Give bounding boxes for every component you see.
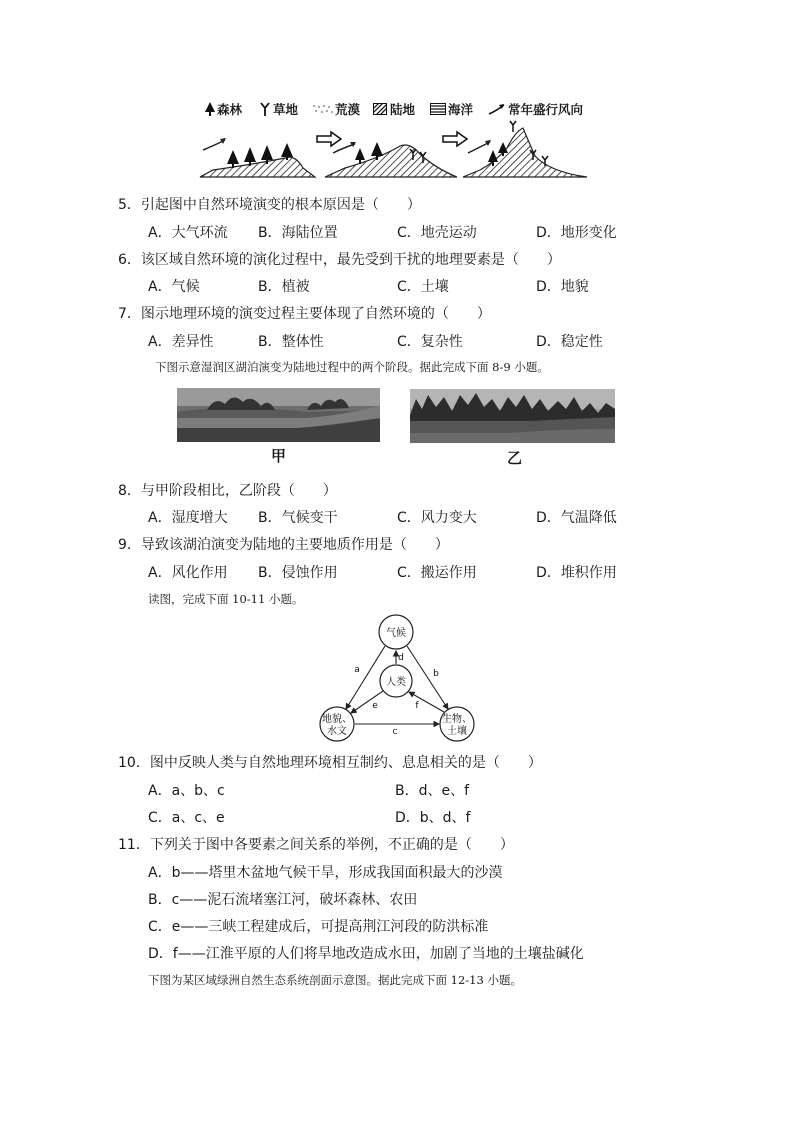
question-6: 6．该区域自然环境的演化过程中，最先受到干扰的地理要素是（ ） (118, 252, 561, 268)
q6-option-c[interactable]: C．土壤 (397, 279, 449, 295)
edge-a (346, 646, 385, 709)
photo-label-yi: 乙 (507, 449, 523, 467)
q7-option-a[interactable]: A．差异性 (148, 334, 214, 350)
label-landform-2: 水文 (327, 726, 347, 737)
q8-option-c[interactable]: C．风力变大 (397, 510, 477, 526)
label-landform-1: 地貌、 (322, 714, 352, 725)
label-bio-2: 土壤 (447, 726, 467, 737)
q10-option-a[interactable]: A．a、b、c (148, 783, 225, 799)
tree-icon (205, 102, 215, 116)
intro-q8-9: 下图示意湿润区湖泊演变为陆地过程中的两个阶段。据此完成下面 8-9 小题。 (155, 360, 549, 374)
edge-label-f: f (415, 701, 419, 711)
grass-icon (259, 102, 271, 116)
stage-2-panel (325, 142, 457, 177)
legend-forest: 森林 (217, 102, 243, 117)
wind-arrow-icon (488, 103, 506, 115)
photo-stage-jia (177, 388, 380, 442)
q5-option-a[interactable]: A．大气环流 (148, 225, 228, 241)
label-bio-1: 生物、 (442, 714, 472, 725)
q6-option-d[interactable]: D．地貌 (536, 279, 589, 295)
stage-arrow-2 (443, 132, 467, 146)
q10-option-c[interactable]: C．a、c、e (148, 810, 225, 826)
edge-label-b: b (433, 669, 439, 679)
environment-evolution-figure (195, 120, 595, 180)
edge-label-d: d (398, 653, 404, 663)
q10-option-d[interactable]: D．b、d、f (395, 810, 471, 826)
relationship-diagram (315, 612, 480, 742)
question-9: 9．导致该湖泊演变为陆地的主要地质作用是（ ） (118, 537, 449, 553)
q6-option-a[interactable]: A．气候 (148, 279, 200, 295)
q5-option-c[interactable]: C．地壳运动 (397, 225, 477, 241)
q11-option-b[interactable]: B．c——泥石流堵塞江河，破坏森林、农田 (148, 892, 418, 908)
stage-3-panel (463, 121, 587, 177)
intro-q10-11: 读图，完成下面 10-11 小题。 (148, 592, 304, 606)
q7-option-b[interactable]: B．整体性 (258, 334, 324, 350)
q7-option-c[interactable]: C．复杂性 (397, 334, 463, 350)
q11-option-a[interactable]: A．b——塔里木盆地气候干旱，形成我国面积最大的沙漠 (148, 865, 503, 881)
edge-label-e: e (372, 701, 378, 711)
photo-label-jia: 甲 (271, 447, 287, 465)
edge-e (351, 691, 383, 713)
q7-option-d[interactable]: D．稳定性 (536, 334, 603, 350)
question-11: 11．下列关于图中各要素之间关系的举例，不正确的是（ ） (118, 837, 514, 853)
q6-option-b[interactable]: B．植被 (258, 279, 310, 295)
legend-desert: 荒漠 (335, 102, 361, 117)
q11-option-d[interactable]: D．f——江淮平原的人们将旱地改造成水田，加剧了当地的土壤盐碱化 (148, 946, 584, 962)
desert-icon (312, 104, 334, 114)
q9-option-c[interactable]: C．搬运作用 (397, 565, 477, 581)
label-climate: 气候 (386, 628, 406, 639)
legend-ocean: 海洋 (448, 102, 474, 117)
q9-option-a[interactable]: A．风化作用 (148, 565, 228, 581)
question-7: 7．图示地理环境的演变过程主要体现了自然环境的（ ） (118, 306, 491, 322)
photo-stage-yi (410, 389, 615, 443)
q5-option-d[interactable]: D．地形变化 (536, 225, 617, 241)
edge-label-c: c (392, 727, 398, 737)
legend-wind: 常年盛行风向 (508, 102, 584, 117)
q9-option-d[interactable]: D．堆积作用 (536, 565, 617, 581)
q10-option-b[interactable]: B．d、e、f (395, 783, 470, 799)
q8-option-b[interactable]: B．气候变干 (258, 510, 338, 526)
intro-q12-13: 下图为某区域绿洲自然生态系统剖面示意图。据此完成下面 12-13 小题。 (148, 973, 522, 987)
question-8: 8．与甲阶段相比，乙阶段（ ） (118, 483, 337, 499)
edge-label-a: a (354, 665, 360, 675)
q9-option-b[interactable]: B．侵蚀作用 (258, 565, 338, 581)
ocean-icon (430, 103, 446, 115)
q8-option-d[interactable]: D．气温降低 (536, 510, 617, 526)
q8-option-a[interactable]: A．湿度增大 (148, 510, 228, 526)
stage-1-panel (200, 138, 315, 177)
stage-arrow-1 (317, 132, 341, 146)
figure-legend (205, 100, 605, 118)
q5-option-b[interactable]: B．海陆位置 (258, 225, 338, 241)
legend-grassland: 草地 (273, 102, 299, 117)
question-5: 5．引起图中自然环境演变的根本原因是（ ） (118, 197, 421, 213)
label-human: 人类 (386, 677, 406, 688)
legend-land: 陆地 (390, 102, 416, 117)
land-hatch-icon (373, 103, 387, 115)
question-10: 10．图中反映人类与自然地理环境相互制约、息息相关的是（ ） (118, 755, 542, 771)
q11-option-c[interactable]: C．e——三峡工程建成后，可提高荆江河段的防洪标准 (148, 919, 489, 935)
edge-b (407, 646, 448, 709)
